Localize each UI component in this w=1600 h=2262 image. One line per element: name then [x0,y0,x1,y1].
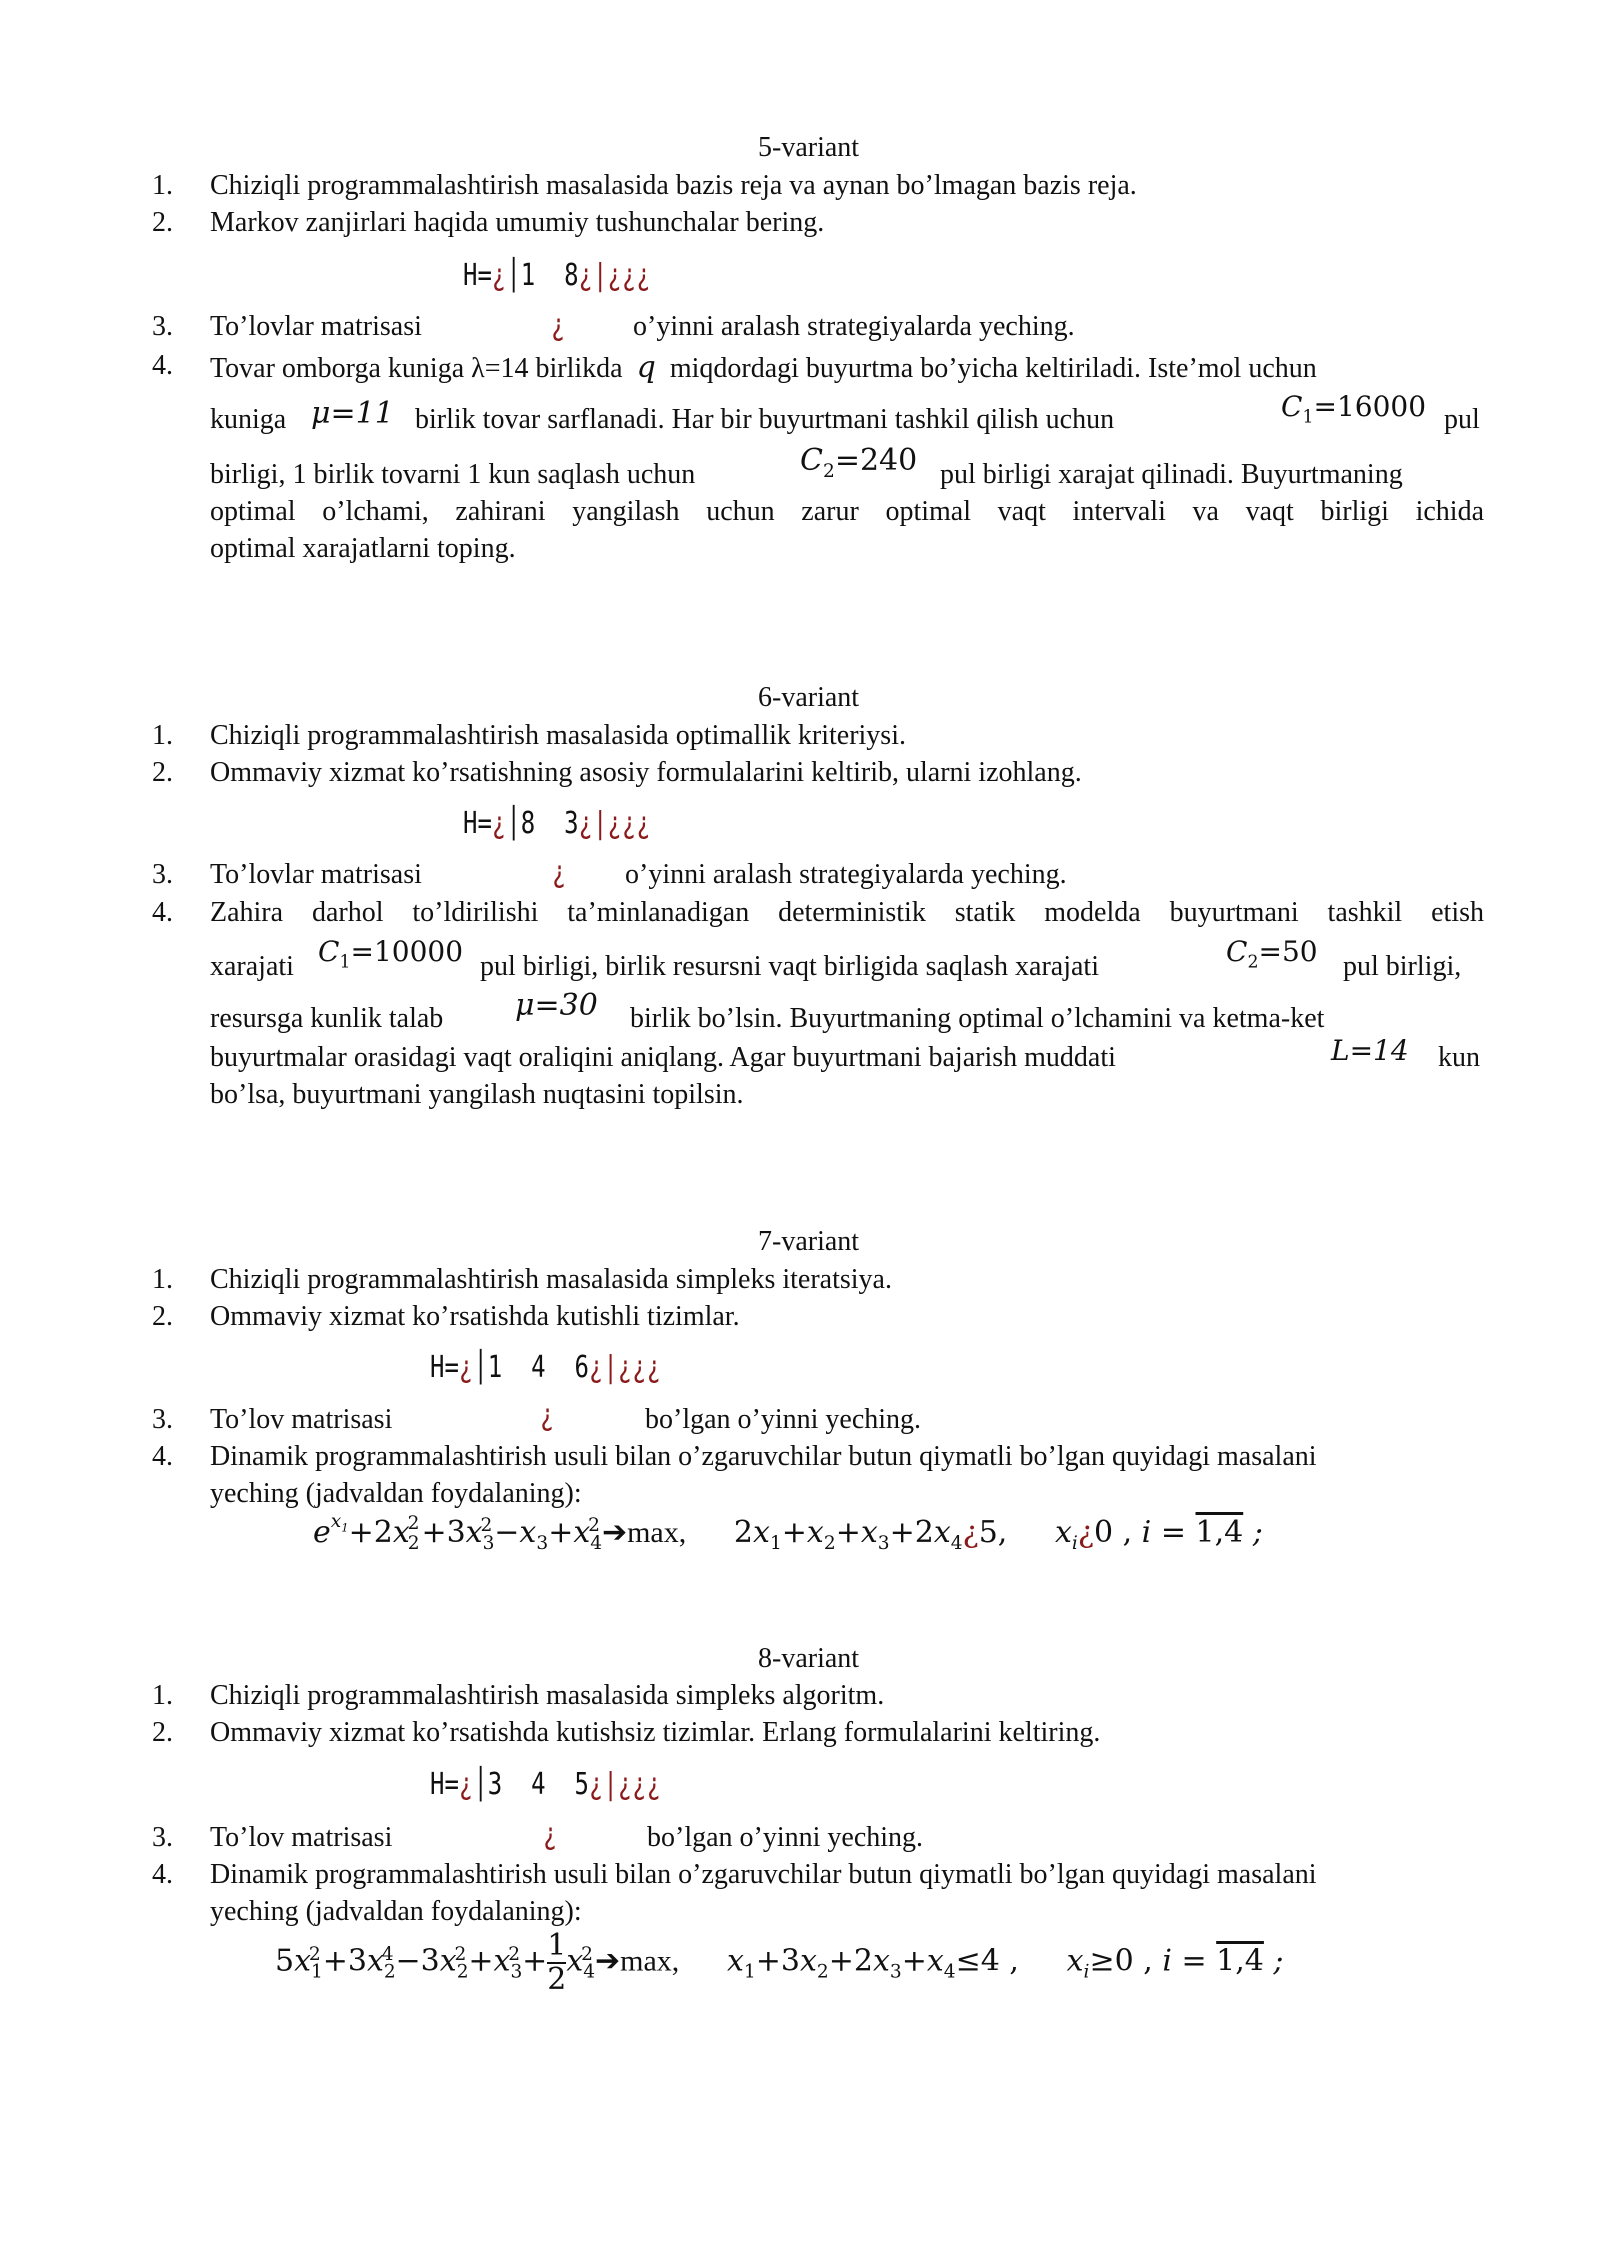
v8-item-4-text-2: yeching (jadvaldan foydalaning): [210,1896,582,1927]
matrix-value-1: 3 [487,1767,503,1802]
v8-item-3-text: To’lov matrisasi [210,1822,393,1853]
v6-matrix-glyph-below: ¿ [552,855,567,890]
v5-matrix-glyph-below: ¿ [551,308,566,343]
v6-item-2-number: 2. [152,757,173,788]
v5-item-4-line-3a: birligi, 1 birlik tovarni 1 kun saqlash uchun [210,459,696,490]
v6-item-4-line-4a: buyurtmalar orasidagi vaqt oraliqini aniqlang. Agar buyurtmani bajarish muddati [210,1042,1116,1073]
v8-item-2-text: Ommaviy xizmat ko’rsatishda kutishsiz tizimlar. Erlang formulalarini keltiring. [210,1717,1101,1748]
matrix-h-label: H= [463,258,492,293]
v6-lead-time: L=14 [1331,1034,1409,1067]
v8-item-4-text: Dinamik programmalashtirish usuli bilan o’zgaruvchilar butun qiymatli bo’lgan quyidagi masalani [210,1859,1317,1890]
v6-item-4-line-2b: pul birligi, birlik resursni vaqt birligida saqlash xarajati [480,951,1099,982]
v5-c2-value: $C_2=240$ [800,443,918,482]
v5-payoff-matrix: H=¿│1 8¿|¿¿¿ [463,258,651,293]
v8-item-1-text: Chiziqli programmalashtirish masalasida simpleks algoritm. [210,1680,885,1711]
v8-half-fraction: $\frac{1}{2}$ [547,1928,567,1997]
v6-item-1-number: 1. [152,720,173,751]
v5-item-4-line-2c: pul [1444,404,1480,435]
variant-5-title: 5-variant [758,132,860,163]
v7-item-3-number: 3. [152,1404,173,1435]
v8-payoff-matrix: H=¿│3 4 5¿|¿¿¿ [430,1767,662,1802]
v5-item-2-number: 2. [152,207,173,238]
v6-item-4-line-3a: resursga kunlik talab [210,1003,444,1034]
v6-c1-value: $C_1=10000$ [318,935,464,973]
matrix-value-3: 5 [574,1767,589,1802]
matrix-glyph-tail: ¿|¿¿¿ [588,1350,662,1385]
matrix-glyph: ¿ [491,806,507,841]
v5-item-4-line-2b: birlik tovar sarflanadi. Har bir buyurtmani tashkil qilish uchun [415,404,1115,435]
matrix-value-2: 4 [531,1350,546,1385]
v6-item-3-number: 3. [152,859,173,890]
v5-item-4-line-1: Tovar omborga kuniga λ=14 birlikda q miqdordagi buyurtma bo’yicha keltiriladi. Iste’mol uchun [210,350,1317,385]
v8-objective-formula: $5x_1^2+3x_2^4-3x_2^2+x_3^2+$ $\frac{1}{2}$ $x_4^2➔\max$, $x_1+3x_2+2x_3+x_4\le 4$ , $x_i\ge 0$ , i = 1,4 ; [275,1928,1284,1997]
variant-7-title: 7-variant [758,1226,860,1257]
v7-item-3-text: To’lov matrisasi [210,1404,393,1435]
v5-item-3-number: 3. [152,311,173,342]
v6-item-3-text-2: o’yinni aralash strategiyalarda yeching. [625,859,1067,890]
v6-mu-value: μ=30 [515,988,598,1023]
matrix-glyph: ¿ [491,258,507,293]
v7-payoff-matrix: H=¿│1 4 6¿|¿¿¿ [430,1350,662,1385]
matrix-value-3: 6 [574,1350,589,1385]
v6-item-4-line-5: bo’lsa, buyurtmani yangilash nuqtasini topilsin. [210,1079,744,1110]
matrix-value-2: 4 [531,1767,546,1802]
v8-item-3-text-2: bo’lgan o’yinni yeching. [647,1822,924,1853]
matrix-glyph-tail: ¿|¿¿¿ [578,806,651,841]
matrix-value-1: 8 [520,806,536,841]
v7-item-4-text-2: yeching (jadvaldan foydalaning): [210,1478,582,1509]
matrix-h-label: H= [430,1767,459,1802]
v5-q-symbol: q [636,350,656,385]
v6-item-1-text: Chiziqli programmalashtirish masalasida optimallik kriteriysi. [210,720,906,751]
v7-item-1-text: Chiziqli programmalashtirish masalasida simpleks iteratsiya. [210,1264,892,1295]
v6-item-4-line-4b: kun [1438,1042,1480,1073]
v7-item-4-number: 4. [152,1441,173,1472]
matrix-h-label: H= [430,1350,459,1385]
v5-mu-value: μ=11 [311,396,394,431]
v6-item-3-text: To’lovlar matrisasi [210,859,422,890]
v5-item-2-text: Markov zanjirlari haqida umumiy tushunchalar bering. [210,207,825,238]
matrix-value-2: 8 [564,258,579,293]
matrix-value-2: 3 [564,806,579,841]
matrix-h-label: H= [463,806,492,841]
v5-item-3-text-2: o’yinni aralash strategiyalarda yeching. [633,311,1075,342]
v6-c2-value: $C_2=50$ [1226,935,1318,973]
v7-objective-formula: $e^{x_1}+2x_2^2+3x_3^2-x_3+x_4^2➔\max$, $2x_1+x_2+x_3+2x_4¿5$, $x_i¿0$ , i = 1,4 ; [313,1511,1263,1554]
v6-item-4-line-2c: pul birligi, [1343,951,1462,982]
matrix-glyph-tail: ¿|¿¿¿ [578,258,651,293]
v5-item-1-number: 1. [152,170,173,201]
v6-payoff-matrix: H=¿│8 3¿|¿¿¿ [463,806,651,841]
v6-item-2-text: Ommaviy xizmat ko’rsatishning asosiy formulalarini keltirib, ularni izohlang. [210,757,1082,788]
v5-c1-value: $C_1=16000$ [1281,390,1427,428]
matrix-glyph: ¿ [458,1767,474,1802]
v7-item-3-text-2: bo’lgan o’yinni yeching. [645,1404,922,1435]
v6-item-4-line-3b: birlik bo’lsin. Buyurtmaning optimal o’lchamini va ketma-ket [630,1003,1325,1034]
v5-item-3-text: To’lovlar matrisasi [210,311,422,342]
v7-matrix-glyph-below: ¿ [540,1398,555,1433]
v7-item-2-text: Ommaviy xizmat ko’rsatishda kutishli tizimlar. [210,1301,740,1332]
v6-item-4-line-2a: xarajati [210,951,294,982]
v7-item-4-text: Dinamik programmalashtirish usuli bilan o’zgaruvchilar butun qiymatli bo’lgan quyidagi masalani [210,1441,1317,1472]
v7-item-2-number: 2. [152,1301,173,1332]
v8-item-2-number: 2. [152,1717,173,1748]
v8-item-4-number: 4. [152,1859,173,1890]
v6-item-4-number: 4. [152,897,173,928]
variant-8-title: 8-variant [758,1643,860,1674]
v5-item-4-line-5: optimal xarajatlarni toping. [210,533,516,564]
v8-matrix-glyph-below: ¿ [543,1817,558,1852]
matrix-glyph-tail: ¿|¿¿¿ [588,1767,662,1802]
matrix-value-1: 1 [487,1350,503,1385]
v5-item-1-text: Chiziqli programmalashtirish masalasida bazis reja va aynan bo’lmagan bazis reja. [210,170,1137,201]
matrix-glyph: ¿ [458,1350,474,1385]
v8-item-1-number: 1. [152,1680,173,1711]
v5-item-4-line-2a: kuniga [210,404,287,435]
v7-item-1-number: 1. [152,1264,173,1295]
v6-item-4-line-1: Zahira darhol to’ldirilishi ta’minlanadigan deterministik statik modelda buyurtmani tashkil etish [210,897,1484,928]
matrix-value-1: 1 [520,258,536,293]
v5-item-4-line-4: optimal o’lchami, zahirani yangilash uchun zarur optimal vaqt intervali va vaqt birligi ichida [210,496,1484,527]
v5-item-4-line-3b: pul birligi xarajat qilinadi. Buyurtmaning [940,459,1403,490]
v8-item-3-number: 3. [152,1822,173,1853]
v5-item-4-number: 4. [152,350,173,381]
variant-6-title: 6-variant [758,682,860,713]
